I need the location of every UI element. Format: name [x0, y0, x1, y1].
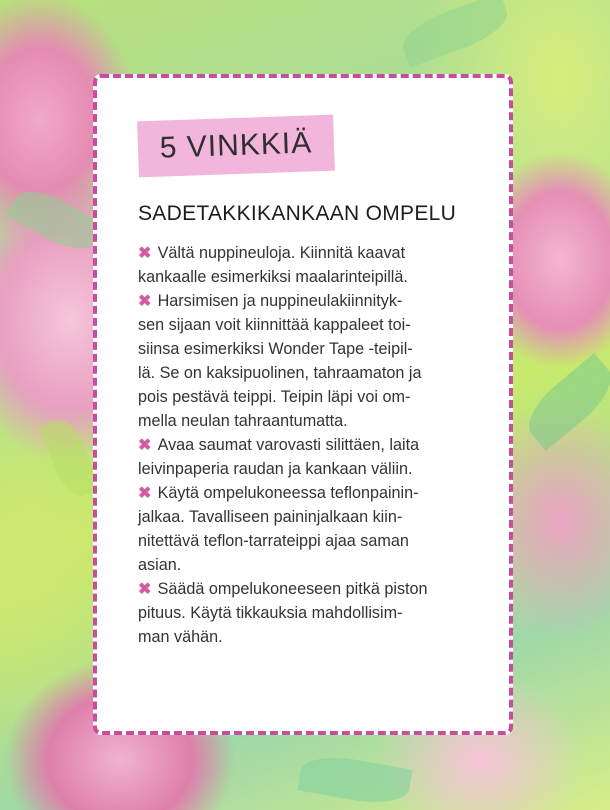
tip-text: nitettävä teflon-tarrateippi ajaa saman	[138, 532, 409, 550]
tip-text: sen sijaan voit kiinnittää kappaleet toi-	[138, 316, 411, 334]
bullet-x-icon: ✖	[138, 484, 152, 502]
tip-text: Käytä ompelukoneessa teflonpainin-	[157, 484, 419, 502]
tip-text: siinsa esimerkiksi Wonder Tape -teipil-	[138, 340, 413, 358]
tips-badge	[137, 115, 335, 178]
tip-line	[138, 409, 478, 433]
background-leaf	[396, 0, 513, 68]
tip-line	[138, 505, 478, 529]
tips-list	[138, 241, 478, 649]
bullet-x-icon: ✖	[138, 580, 152, 598]
tip-line	[138, 241, 478, 265]
background-leaf	[6, 180, 104, 260]
background-leaf	[39, 414, 100, 501]
tip-line	[138, 361, 478, 385]
tip-text: Harsimisen ja nuppineulakiinnityk-	[157, 292, 403, 310]
tip-text: Säädä ompelukoneeseen pitkä piston	[157, 580, 428, 598]
tip-text: pois pestävä teippi. Teipin läpi voi om-	[138, 388, 411, 406]
tip-line	[138, 433, 478, 457]
bullet-x-icon: ✖	[138, 436, 152, 454]
tip-line	[138, 457, 478, 481]
tip-line	[138, 265, 478, 289]
tip-line	[138, 577, 478, 601]
tip-line	[138, 313, 478, 337]
tip-text: pituus. Käytä tikkauksia mahdollisim-	[138, 604, 403, 622]
tip-line	[138, 337, 478, 361]
badge-label: 5 VINKKIÄ	[159, 126, 313, 165]
tip-line	[138, 553, 478, 577]
tip-text: Vältä nuppineuloja. Kiinnitä kaavat	[157, 244, 406, 262]
bullet-x-icon: ✖	[138, 292, 152, 310]
tip-text: kankaalle esimerkiksi maalarinteipillä.	[138, 268, 408, 286]
tip-text: leivinpaperia raudan ja kankaan väliin.	[138, 460, 413, 478]
tip-text: asian.	[138, 556, 182, 574]
background-leaf	[297, 751, 412, 809]
tip-text: lä. Se on kaksipuolinen, tahraamaton ja	[138, 364, 422, 382]
background-leaf	[518, 353, 610, 451]
tip-text: man vähän.	[138, 628, 223, 646]
tip-text: Avaa saumat varovasti silittäen, laita	[157, 436, 420, 454]
tip-text: jalkaa. Tavalliseen paininjalkaan kiin-	[138, 508, 403, 526]
tip-line	[138, 529, 478, 553]
card-heading: SADETAKKIKANKAAN OMPELU	[138, 202, 457, 225]
tip-line	[138, 601, 478, 625]
tip-line	[138, 481, 478, 505]
tip-line	[138, 625, 478, 649]
bullet-x-icon: ✖	[138, 244, 152, 262]
tip-line	[138, 385, 478, 409]
tip-text: mella neulan tahraantumatta.	[138, 412, 348, 430]
tip-line	[138, 289, 478, 313]
